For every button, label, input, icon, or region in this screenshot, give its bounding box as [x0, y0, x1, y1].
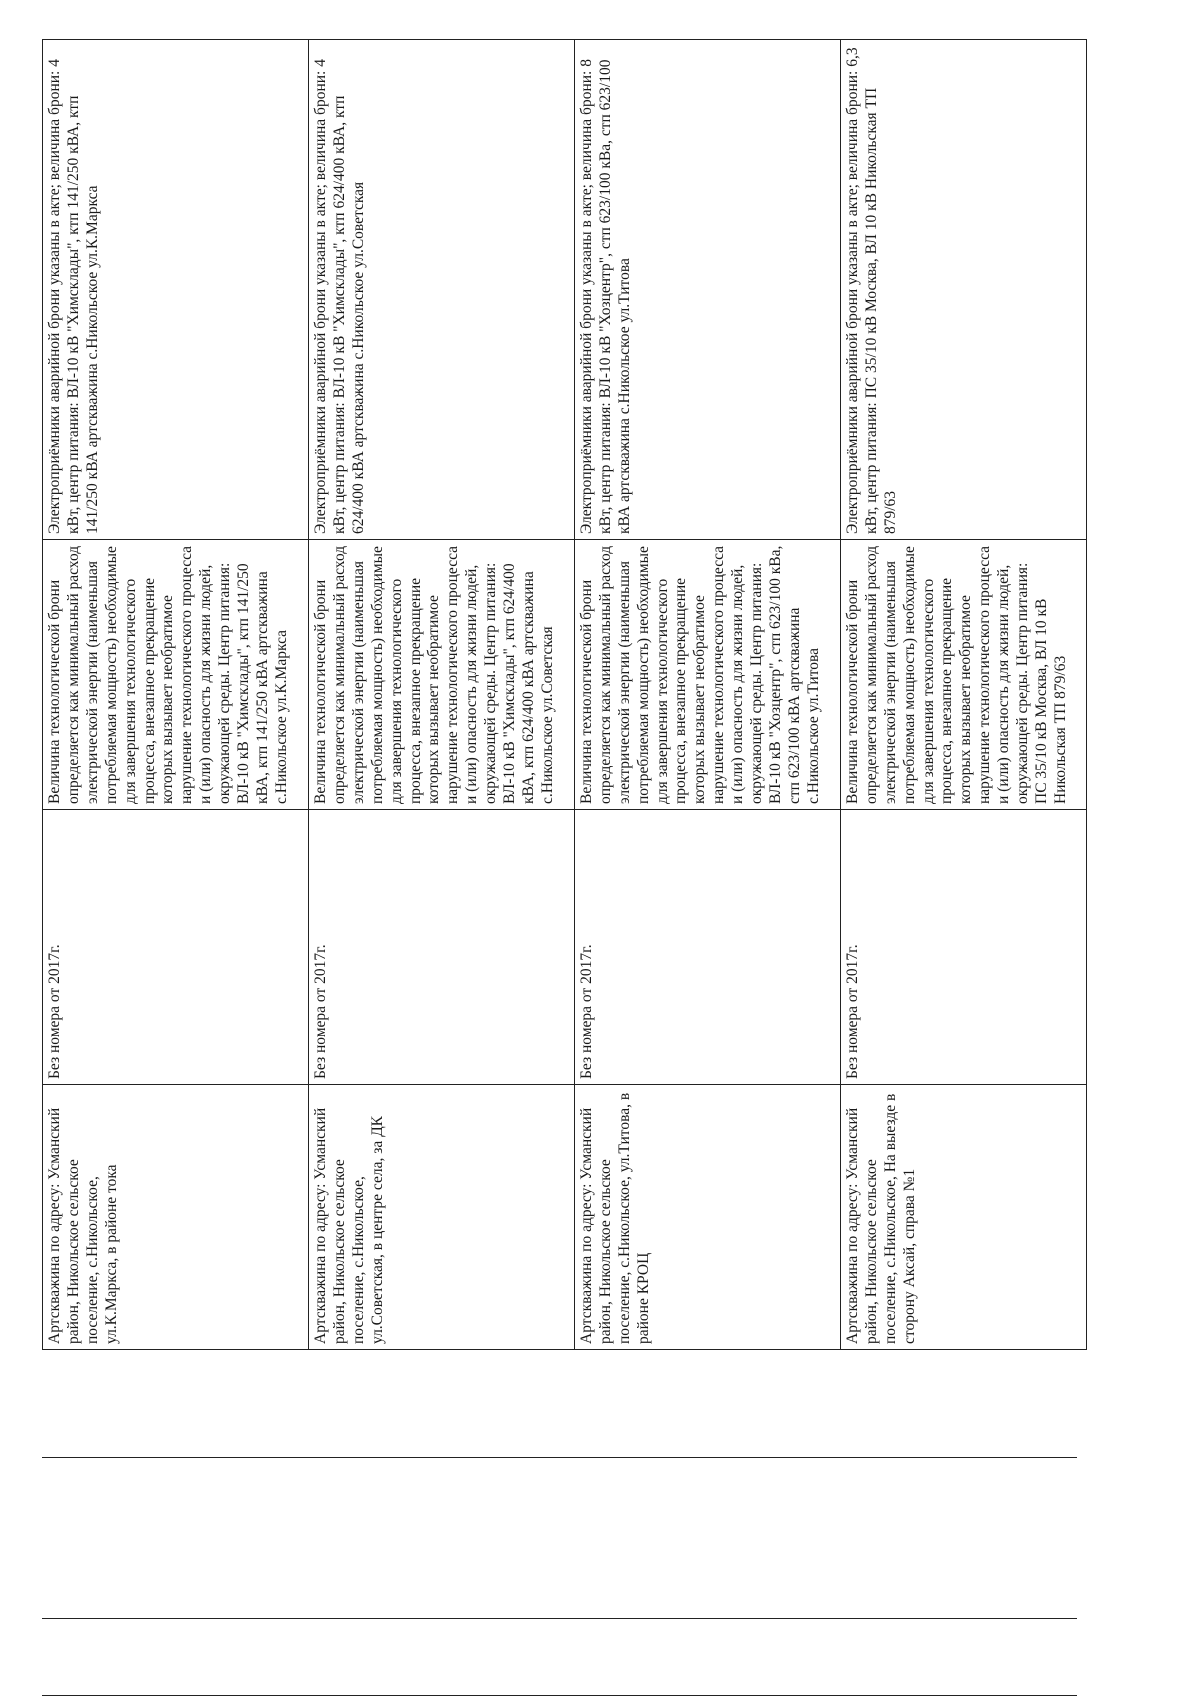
- act-cell: [43, 810, 309, 1085]
- emergency-reserve-cell: [574, 40, 840, 540]
- object-cell: [43, 1085, 309, 1350]
- emergency-reserve-text: Электроприёмники аварийной брони указаны в акте; величина брони: 4 кВт, центр питания: ВЛ-10 кВ "Химсклады", ктп 141/250 кВА, ктп 141/250 кВА артскважина с.Никольское ул.К.Маркса: [46, 59, 101, 534]
- tech-reserve-cell: [43, 540, 309, 810]
- object-text: Артскважина по адресу: Усманский район, Никольское сельское поселение, с.Никольское, На выезде в сторону Аксай, справа №1: [843, 1093, 918, 1344]
- act-text: Без номера от 2017г.: [46, 944, 63, 1079]
- object-text: Артскважина по адресу: Усманский район, Никольское сельское поселение, с.Никольское, ул.К.Маркса, в районе тока: [46, 1107, 120, 1344]
- object-cell: [840, 1085, 1086, 1350]
- divider-line: [42, 1618, 1077, 1619]
- tech-reserve-cell: [308, 540, 574, 810]
- act-text: Без номера от 2017г.: [311, 944, 329, 1079]
- table-row: [308, 40, 574, 1350]
- emergency-reserve-cell: [43, 40, 309, 540]
- object-cell: [308, 1085, 574, 1350]
- rotated-table-wrapper: [42, 45, 1087, 1350]
- emergency-reserve-cell: [840, 40, 1086, 540]
- tech-reserve-cell: [574, 540, 840, 810]
- divider-line: [42, 1457, 1077, 1458]
- tech-reserve-text: Величина технологической брони определяется как минимальный расход электрической энергии (наименьшая потребляемая мощность) необходимые для завершения технологического процесса, внезапное прекращение которых вызывает необратимое нарушение технологического процесса и (или) опасность для жизни людей, окружающей среды. Центр питания: ВЛ-10 кВ "Химсклады", ктп 624/400 кВА, ктп 624/400 кВА артскважина с.Никольское ул.Советская: [311, 545, 556, 804]
- tech-reserve-text: Величина технологической брони определяется как минимальный расход электрической энергии (наименьшая потребляемая мощность) необходимые для завершения технологического процесса, внезапное прекращение которых вызывает необратимое нарушение технологического процесса и (или) опасность для жизни людей, окружающей среды. Центр питания: ВЛ-10 кВ "Химсклады", ктп 141/250 кВА, ктп 141/250 кВА артскважина с.Никольское ул.К.Маркса: [46, 545, 290, 804]
- object-text: Артскважина по адресу: Усманский район, Никольское сельское поселение, с.Никольское, ул.Титова, в районе КРОЦ: [577, 1092, 652, 1344]
- act-cell: [840, 810, 1086, 1085]
- emergency-reserve-text: Электроприёмники аварийной брони указаны в акте; величина брони: 6,3 кВт, центр питания: ПС 35/10 кВ Москва, ВЛ 10 кВ Никольская ТП 879/63: [843, 47, 899, 534]
- emergency-reserve-text: Электроприёмники аварийной брони указаны в акте; величина брони: 8 кВт, центр питания: ВЛ-10 кВ "Хозцентр", стп 623/100 кВа, стп 623/100 кВА артскважина с.Никольское ул.Титова: [577, 59, 633, 534]
- act-text: Без номера от 2017г.: [843, 944, 861, 1079]
- table-row: [840, 40, 1086, 1350]
- reserve-table: [42, 39, 1087, 1350]
- table-row: [43, 40, 309, 1350]
- table-row: [574, 40, 840, 1350]
- object-cell: [574, 1085, 840, 1350]
- tech-reserve-text: Величина технологической брони определяется как минимальный расход электрической энергии (наименьшая потребляемая мощность) необходимые для завершения технологического процесса, внезапное прекращение которых вызывает необратимое нарушение технологического процесса и (или) опасность для жизни людей, окружающей среды. Центр питания: ПС 35/10 кВ Москва, ВЛ 10 кВ Никольская ТП 879/63: [843, 545, 1069, 804]
- emergency-reserve-text: Электроприёмники аварийной брони указаны в акте; величина брони: 4 кВт, центр питания: ВЛ-10 кВ "Химсклады", ктп 624/400 кВА, ктп 624/400 кВА артскважина с.Никольское ул.Советская: [311, 59, 367, 534]
- tech-reserve-text: Величина технологической брони определяется как минимальный расход электрической энергии (наименьшая потребляемая мощность) необходимые для завершения технологического процесса, внезапное прекращение которых вызывает необратимое нарушение технологического процесса и (или) опасность для жизни людей, окружающей среды. Центр питания: ВЛ-10 кВ "Хозцентр", стп 623/100 кВа, стп 623/100 кВА артскважина с.Никольское ул.Титова: [577, 545, 822, 804]
- tech-reserve-cell: [840, 540, 1086, 810]
- emergency-reserve-cell: [308, 40, 574, 540]
- act-cell: [574, 810, 840, 1085]
- divider-line: [42, 1695, 1077, 1696]
- act-cell: [308, 810, 574, 1085]
- object-text: Артскважина по адресу: Усманский район, Никольское сельское поселение, с.Никольское, ул.Советская, в центре села, за ДК: [311, 1107, 386, 1344]
- act-text: Без номера от 2017г.: [577, 944, 595, 1079]
